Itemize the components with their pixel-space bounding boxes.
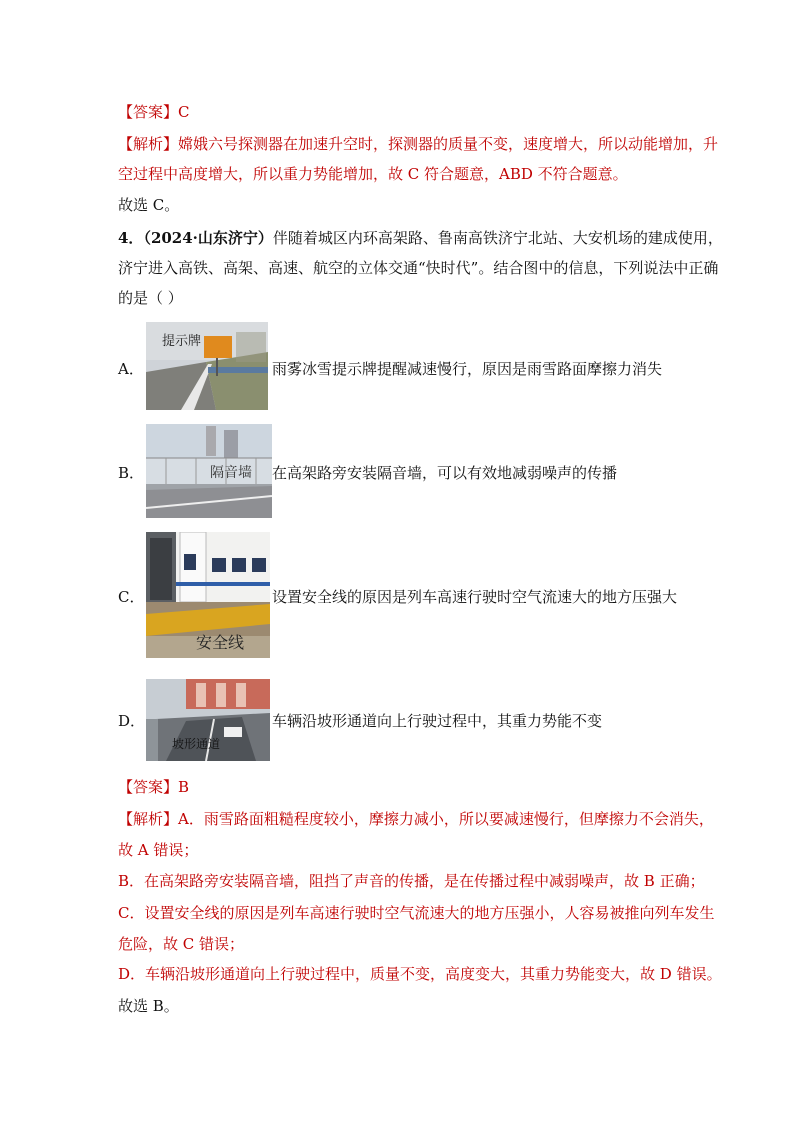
option-text: 在高架路旁安装隔音墙，可以有效地减弱噪声的传播 xyxy=(272,464,618,482)
question-text: 济宁进入高铁、高架、高速、航空的立体交通“快时代”。结合图中的信息，下列说法中正确 xyxy=(118,259,719,277)
analysis-text: A．雨雪路面粗糙程度较小，摩擦力减小，所以要减速慢行，但摩擦力不会消失， xyxy=(178,810,714,828)
question-stem xyxy=(118,228,723,248)
analysis-line: 空过程中高度增大，所以重力势能增加，故 C 符合题意，ABD 不符合题意。 xyxy=(118,165,628,183)
sound-barrier-photo xyxy=(146,424,272,518)
question-text: 伴随着城区内环高架路、鲁南高铁济宁北站、大安机场的建成使用， xyxy=(272,229,723,247)
option-a-image xyxy=(146,322,268,410)
conclusion-line: 故选 B。 xyxy=(118,997,179,1015)
answer-value: C xyxy=(178,103,190,121)
question-number: 4． xyxy=(118,229,144,247)
option-d-image xyxy=(146,679,270,761)
image-label: 隔音墙 xyxy=(210,465,252,481)
analysis-bracket: 【解析】 xyxy=(118,810,179,828)
answer-line-2 xyxy=(118,777,189,797)
answer-bracket: 【答案】 xyxy=(118,778,179,796)
analysis-line: B．在高架路旁安装隔音墙，阻挡了声音的传播，是在传播过程中减弱噪声，故 B 正确； xyxy=(118,872,705,890)
analysis-line: D．车辆沿坡形通道向上行驶过程中，质量不变，高度变大，其重力势能变大，故 D 错误。 xyxy=(118,965,722,983)
answer-value: B xyxy=(178,778,190,796)
analysis-line: 危险，故 C 错误； xyxy=(118,935,245,953)
option-text: 车辆沿坡形通道向上行驶过程中，其重力势能不变 xyxy=(272,712,603,730)
option-letter: C． xyxy=(118,588,145,606)
option-b-image xyxy=(146,424,272,518)
option-c-image xyxy=(146,532,270,658)
option-letter: B． xyxy=(118,464,145,482)
image-label: 提示牌 xyxy=(162,334,202,349)
analysis-text: 嫦娥六号探测器在加速升空时，探测器的质量不变，速度增大，所以动能增加，升 xyxy=(178,135,719,153)
option-letter: A． xyxy=(118,360,144,378)
option-letter: D． xyxy=(118,712,146,730)
analysis-line: 故 A 错误； xyxy=(118,841,199,859)
image-label: 安全线 xyxy=(196,633,245,652)
image-label: 坡形通道 xyxy=(172,737,221,751)
question-text: 的是（ ） xyxy=(118,289,183,307)
analysis-line: C．设置安全线的原因是列车高速行驶时空气流速大的地方压强小，人容易被推向列车发生 xyxy=(118,904,715,922)
option-text: 雨雾冰雪提示牌提醒减速慢行，原因是雨雪路面摩擦力消失 xyxy=(272,360,663,378)
answer-bracket: 【答案】 xyxy=(118,103,179,121)
option-text: 设置安全线的原因是列车高速行驶时空气流速大的地方压强大 xyxy=(272,588,678,606)
analysis-bracket: 【解析】 xyxy=(118,135,179,153)
answer-line-1 xyxy=(118,102,190,122)
question-source: （2024·山东济宁） xyxy=(143,229,273,247)
analysis-line xyxy=(118,134,718,154)
conclusion-line: 故选 C。 xyxy=(118,196,180,214)
analysis-line xyxy=(118,809,714,829)
